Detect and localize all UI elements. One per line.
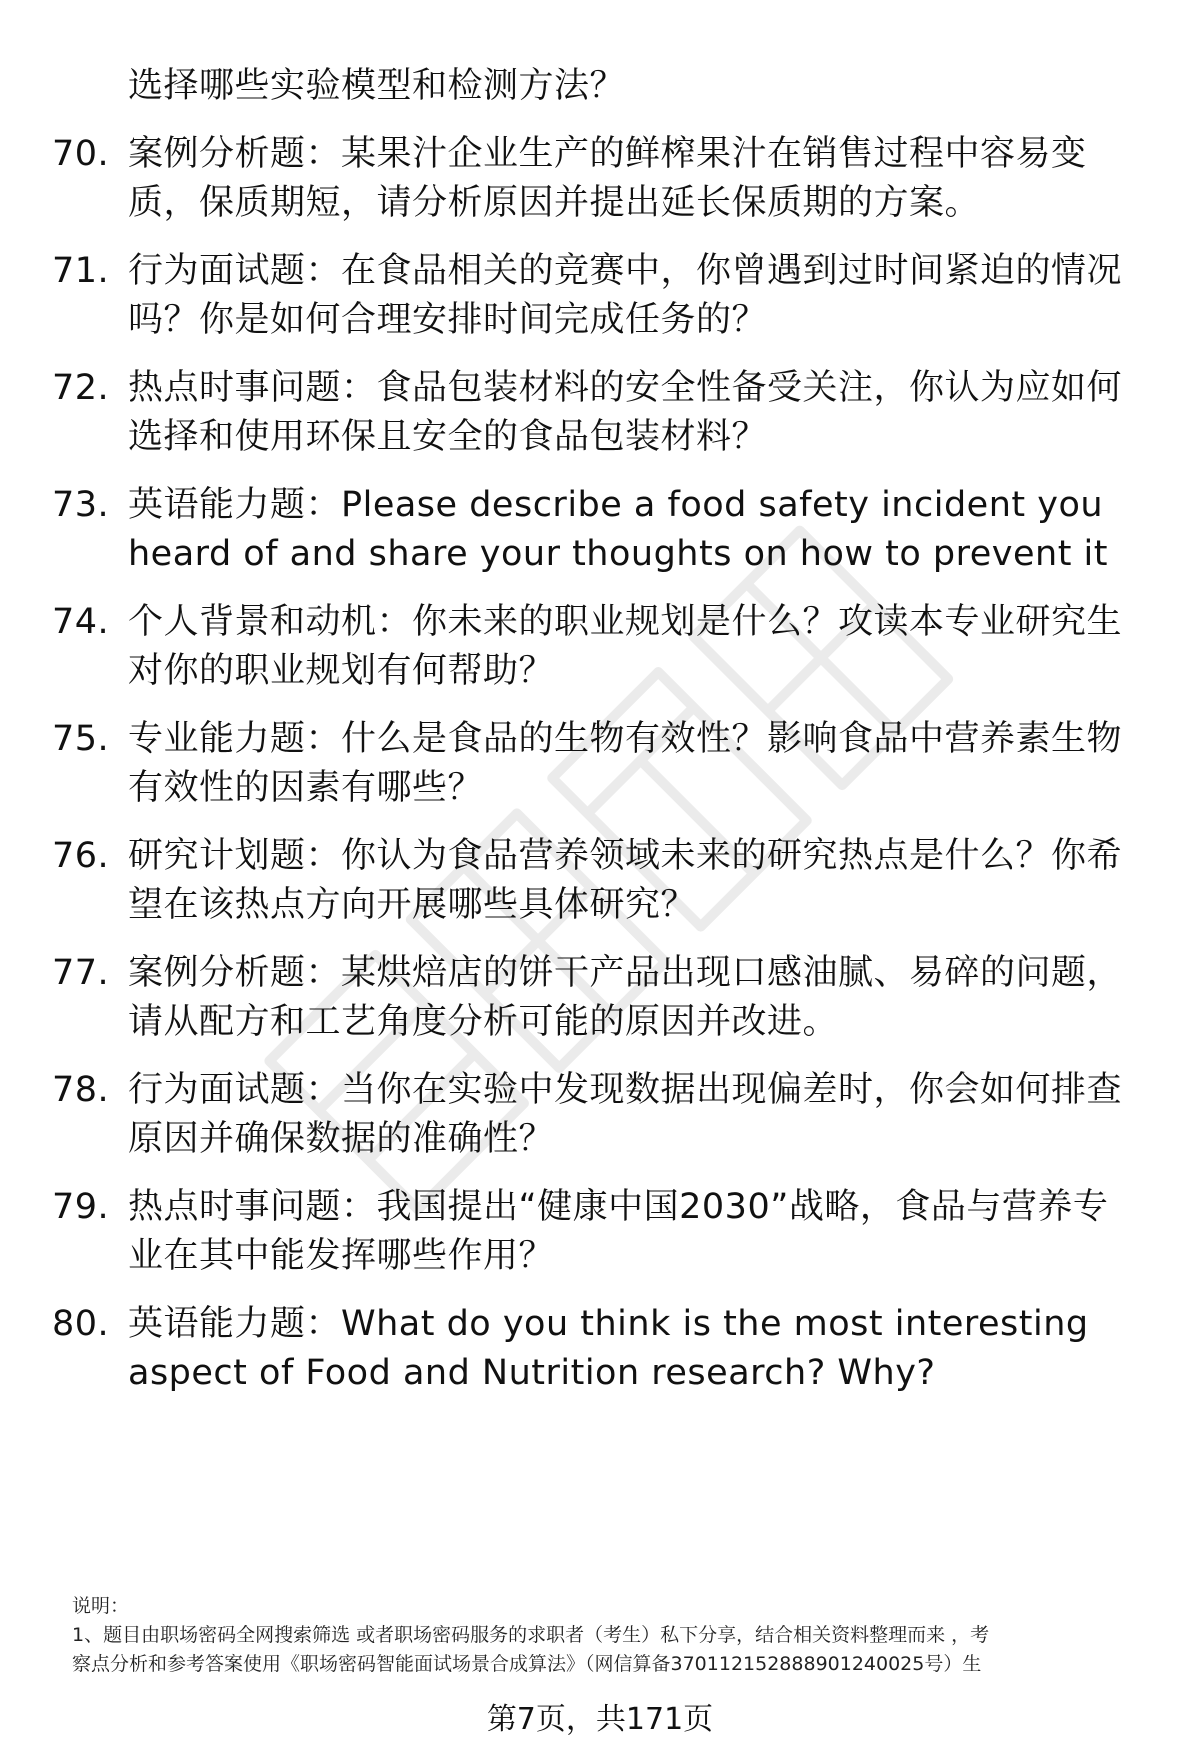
question-line: 专业能力题：什么是食品的生物有效性？影响食品中营养素生物 — [128, 719, 1123, 759]
notes-line: 1、题目由职场密码全网搜索筛选 或者职场密码服务的求职者（考生）私下分享，结合相关资料整理而来 ，考 — [72, 1624, 990, 1646]
question-line: 研究计划题：你认为食品营养领域未来的研究热点是什么？你希 — [128, 836, 1123, 876]
question-line: 有效性的因素有哪些？ — [128, 768, 484, 808]
question-line: 选择和使用环保且安全的食品包装材料？ — [128, 417, 768, 457]
question-line: 对你的职业规划有何帮助？ — [128, 651, 555, 691]
question-item — [52, 1066, 1152, 1164]
question-item — [52, 481, 1152, 579]
question-text — [128, 1066, 1148, 1164]
question-line: 行为面试题：在食品相关的竞赛中，你曾遇到过时间紧迫的情况 — [128, 251, 1123, 291]
question-line: 请从配方和工艺角度分析可能的原因并改进。 — [128, 1002, 839, 1042]
question-line: 案例分析题：某烘焙店的饼干产品出现口感油腻、易碎的问题， — [128, 953, 1123, 993]
question-line: 热点时事问题：我国提出“健康中国2030”战略，食品与营养专 — [128, 1187, 1109, 1227]
question-number: 75. — [52, 719, 110, 759]
question-number: 76. — [52, 836, 110, 876]
question-item — [52, 1183, 1152, 1281]
question-number: 70. — [52, 134, 110, 174]
question-line: 个人背景和动机：你未来的职业规划是什么？攻读本专业研究生 — [128, 602, 1123, 642]
question-text — [128, 481, 1148, 579]
continuation-line: 选择哪些实验模型和检测方法？ — [128, 66, 626, 106]
question-line: 英语能力题：Please describe a food safety incident you — [128, 485, 1104, 525]
question-text — [128, 364, 1148, 462]
question-text — [128, 715, 1148, 813]
question-item — [52, 1300, 1152, 1398]
question-line: 吗？你是如何合理安排时间完成任务的？ — [128, 300, 768, 340]
question-text — [128, 1300, 1148, 1398]
question-number: 72. — [52, 368, 110, 408]
question-number: 79. — [52, 1187, 110, 1227]
question-line: heard of and share your thoughts on how to prevent it — [128, 534, 1108, 574]
question-line: 望在该热点方向开展哪些具体研究？ — [128, 885, 697, 925]
notes-section — [72, 1592, 1157, 1679]
question-line: aspect of Food and Nutrition research? Why? — [128, 1353, 936, 1393]
question-item — [52, 832, 1152, 930]
question-text — [128, 1183, 1148, 1281]
question-line: 热点时事问题：食品包装材料的安全性备受关注，你认为应如何 — [128, 368, 1123, 408]
question-line: 质，保质期短，请分析原因并提出延长保质期的方案。 — [128, 183, 981, 223]
question-number: 74. — [52, 602, 110, 642]
question-item — [52, 247, 1152, 345]
question-text — [128, 832, 1148, 930]
question-item — [52, 598, 1152, 696]
question-text — [128, 247, 1148, 345]
question-line: 案例分析题：某果汁企业生产的鲜榨果汁在销售过程中容易变 — [128, 134, 1087, 174]
question-number: 73. — [52, 485, 110, 525]
question-text — [128, 598, 1148, 696]
notes-line: 察点分析和参考答案使用《职场密码智能面试场景合成算法》（网信算备37011215288890124​0025号）生 — [72, 1653, 982, 1675]
question-number: 78. — [52, 1070, 110, 1110]
question-line: 原因并确保数据的准确性？ — [128, 1119, 555, 1159]
question-line: 业在其中能发挥哪些作用？ — [128, 1236, 555, 1276]
question-line: 行为面试题：当你在实验中发现数据出现偏差时，你会如何排查 — [128, 1070, 1123, 1110]
page-number: 第7页，共171页 — [486, 1702, 714, 1737]
question-text — [128, 130, 1148, 228]
question-number: 80. — [52, 1304, 110, 1344]
question-item — [52, 130, 1152, 228]
question-line: 英语能力题：What do you think is the most interesting — [128, 1304, 1089, 1344]
question-text — [128, 949, 1148, 1047]
question-number: 71. — [52, 251, 110, 291]
notes-title: 说明： — [72, 1595, 130, 1617]
question-number: 77. — [52, 953, 110, 993]
question-item — [52, 364, 1152, 462]
question-item — [52, 715, 1152, 813]
question-item — [52, 949, 1152, 1047]
